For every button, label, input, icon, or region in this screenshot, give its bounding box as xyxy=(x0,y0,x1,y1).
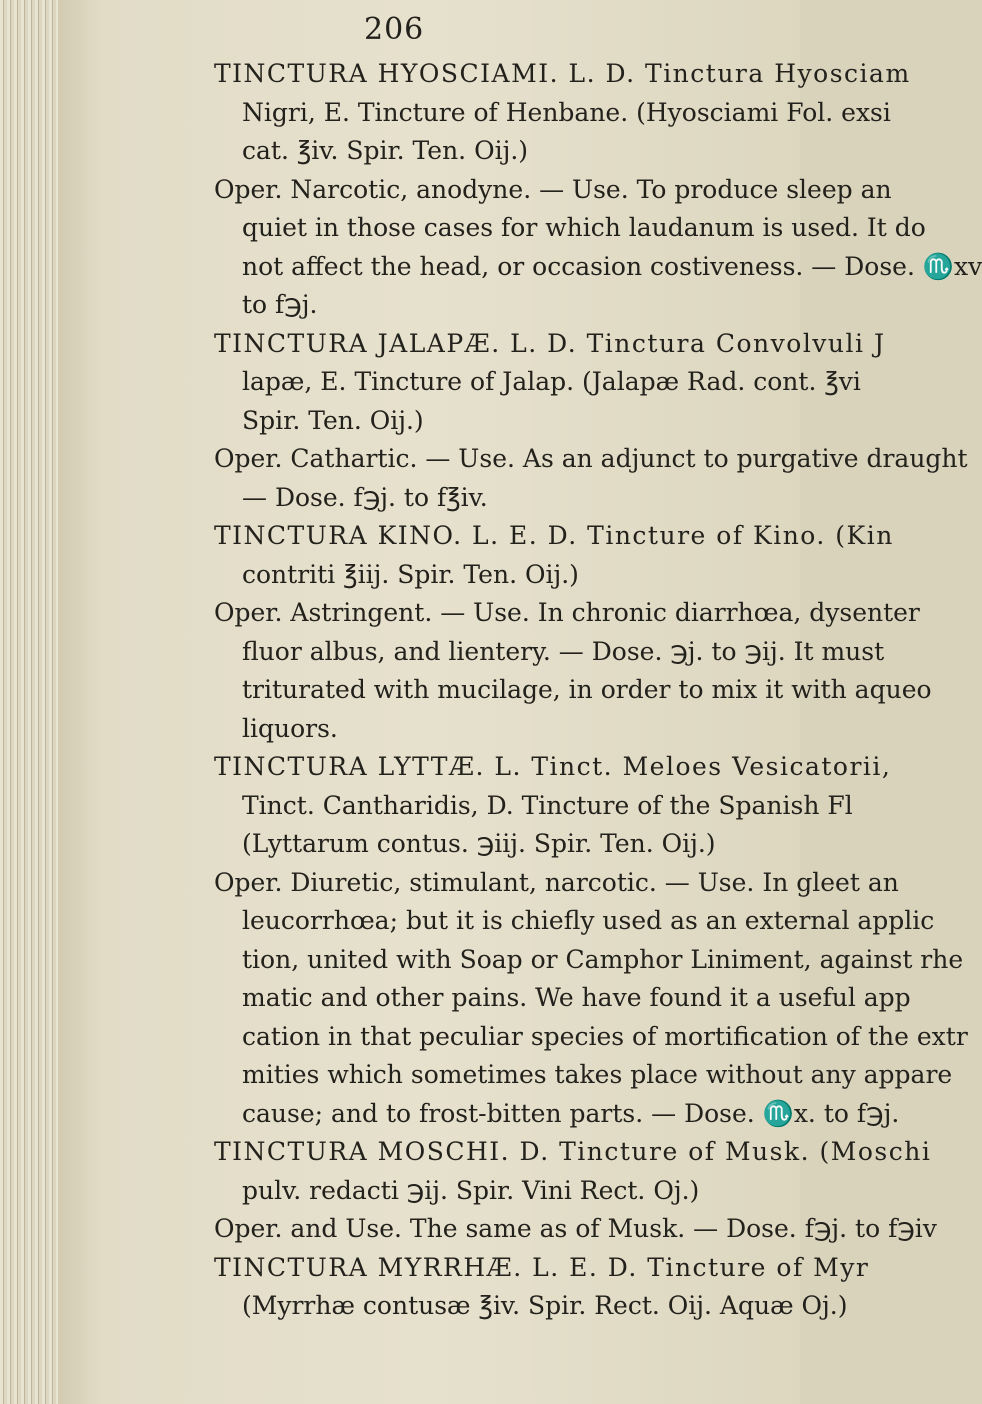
entry-line: lapæ, E. Tincture of Jalap. (Jalapæ Rad. cont. ℥vi xyxy=(242,367,861,396)
book-gutter xyxy=(0,0,58,1404)
entry-line: pulv. redacti ℈ij. Spir. Vini Rect. Oj.) xyxy=(242,1175,700,1205)
entry-oper-line: Oper. and Use. The same as of Musk. — Dose. f℈j. to f℈iv xyxy=(214,1214,937,1243)
entry-heading: TINCTURA JALAPÆ. L. D. Tinctura Convolvuli J xyxy=(214,328,886,358)
entry-line: (Myrrhæ contusæ ℥iv. Spir. Rect. Oij. Aquæ Oj.) xyxy=(242,1291,848,1320)
entry-tinctura-myrrhae xyxy=(214,1249,870,1326)
entry-heading: TINCTURA LYTTÆ. L. Tinct. Meloes Vesicatorii, xyxy=(214,752,892,781)
entry-line: cause; and to frost-bitten parts. — Dose. ♏x. to f℈j. xyxy=(242,1098,900,1128)
page-text-block xyxy=(214,12,982,1326)
entry-line: leucorrhœa; but it is chiefly used as an external applic xyxy=(242,906,935,935)
entry-line: to f℈j. xyxy=(242,290,318,319)
page-number: 206 xyxy=(364,12,425,47)
entry-line: cat. ℥iv. Spir. Ten. Oij.) xyxy=(242,136,529,165)
entry-tinctura-hyosciami xyxy=(214,55,982,325)
entry-line: fluor albus, and lientery. — Dose. ℈j. to ℈ij. It must xyxy=(242,636,885,666)
entry-line: (Lyttarum contus. ℈iij. Spir. Ten. Oij.) xyxy=(242,829,716,858)
entry-tinctura-jalapae xyxy=(214,325,968,518)
entry-oper-line: Oper. Cathartic. — Use. As an adjunct to purgative draught xyxy=(214,444,968,473)
entry-oper-line: Oper. Diuretic, stimulant, narcotic. — Use. In gleet an xyxy=(214,867,899,897)
entry-heading: TINCTURA MYRRHÆ. L. E. D. Tincture of Myr xyxy=(214,1252,870,1282)
entry-line: cation in that peculiar species of mortification of the extr xyxy=(242,1021,968,1051)
entry-line: liquors. xyxy=(242,713,338,743)
entry-line: triturated with mucilage, in order to mix it with aqueo xyxy=(242,675,932,704)
entry-heading: TINCTURA MOSCHI. D. Tincture of Musk. (Moschi xyxy=(214,1137,932,1166)
entry-tinctura-lyttae xyxy=(214,748,968,1133)
entry-line: Tinct. Cantharidis, D. Tincture of the Spanish Fl xyxy=(242,790,853,820)
entry-tinctura-moschi xyxy=(214,1133,937,1249)
entry-line: Spir. Ten. Oij.) xyxy=(242,405,424,435)
entry-heading: TINCTURA KINO. L. E. D. Tincture of Kino. (Kin xyxy=(214,521,894,550)
entry-line: contriti ℥iij. Spir. Ten. Oij.) xyxy=(242,559,579,589)
entry-heading: TINCTURA HYOSCIAMI. L. D. Tinctura Hyosciam xyxy=(214,59,911,88)
entry-line: tion, united with Soap or Camphor Liniment, against rhe xyxy=(242,944,964,974)
entry-line: mities which sometimes takes place without any appare xyxy=(242,1060,953,1089)
entry-line: matic and other pains. We have found it a useful app xyxy=(242,983,911,1012)
entry-tinctura-kino xyxy=(214,517,932,748)
entry-line: quiet in those cases for which laudanum is used. It do xyxy=(242,213,926,242)
entry-oper-line: Oper. Astringent. — Use. In chronic diarrhœa, dysenter xyxy=(214,598,920,627)
entry-line: Nigri, E. Tincture of Henbane. (Hyosciami Fol. exsi xyxy=(242,97,891,127)
entry-oper-line: Oper. Narcotic, anodyne. — Use. To produce sleep an xyxy=(214,174,892,204)
entry-line: — Dose. f℈j. to f℥iv. xyxy=(242,482,488,512)
entry-line: not affect the head, or occasion costiveness. — Dose. ♏xv xyxy=(242,251,982,281)
